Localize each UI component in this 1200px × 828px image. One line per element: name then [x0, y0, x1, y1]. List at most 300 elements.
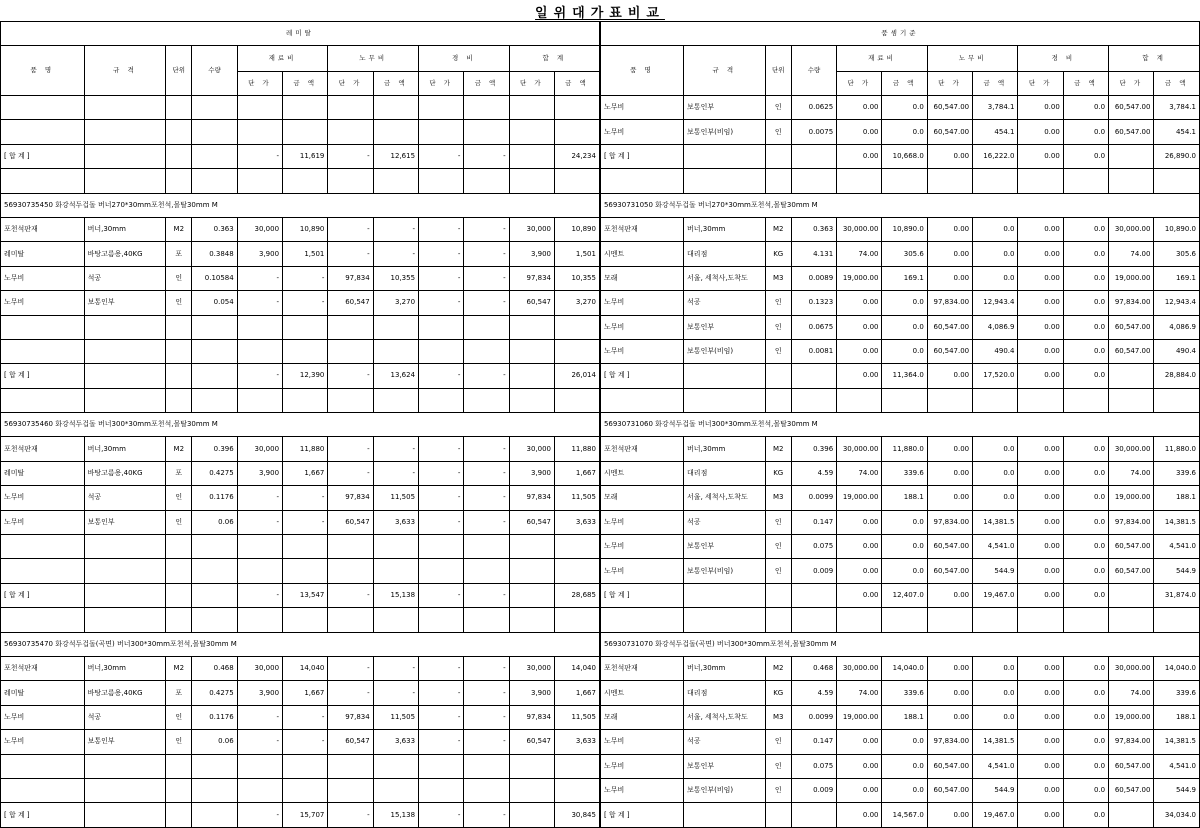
right-total-amount-cell: [1154, 388, 1200, 412]
left-quantity-cell: [192, 778, 237, 802]
left-labor-amount-cell: -: [373, 437, 418, 461]
right-material-amount-cell: 305.6: [882, 242, 927, 266]
left-expense-unit-price-cell: -: [419, 705, 464, 729]
left-quantity-cell: [192, 583, 237, 607]
right-spec-cell: 보통인부: [684, 535, 766, 559]
left-labor-amount-cell: 3,633: [373, 730, 418, 754]
left-material-amount-cell: 10,890: [283, 217, 328, 241]
right-material-unit-price-cell: 19,000.00: [837, 486, 882, 510]
right-material-unit-price-cell: 0.00: [837, 510, 882, 534]
left-labor-unit-price-cell: 60,547: [328, 730, 373, 754]
left-material-unit-price-cell: -: [237, 266, 282, 290]
left-spec-cell: 보통인부: [84, 510, 166, 534]
right-section-title: 56930731070 화강석두겁돌(곡면) 버너300*30mm포천석,몰탈30mm M: [600, 632, 1200, 656]
right-material-amount-cell: 14,567.0: [882, 803, 927, 827]
right-material-amount-cell: 14,040.0: [882, 656, 927, 680]
table-row: [1, 266, 1200, 290]
right-expense-amount-cell: 0.0: [1063, 96, 1108, 120]
left-material-unit-price-cell: -: [237, 705, 282, 729]
left-total-unit-price-cell: [509, 120, 554, 144]
header-unit-price: 단 가: [927, 72, 972, 96]
right-spec-cell: 보통인부(비임): [684, 120, 766, 144]
left-material-amount-cell: 1,501: [283, 242, 328, 266]
right-spec-cell: 보통인부: [684, 96, 766, 120]
right-material-unit-price-cell: 0.00: [837, 754, 882, 778]
left-spec-cell: 버너,30mm: [84, 656, 166, 680]
left-expense-unit-price-cell: -: [419, 242, 464, 266]
left-section-title: 56930735450 화강석두겁돌 버너270*30mm포천석,몰탈30mm M: [1, 193, 600, 217]
left-expense-amount-cell: -: [464, 291, 509, 315]
right-material-amount-cell: [882, 388, 927, 412]
header-amount: 금 액: [882, 72, 927, 96]
left-material-amount-cell: 13,547: [283, 583, 328, 607]
right-total-amount-cell: [1154, 169, 1200, 193]
right-item-name-cell: [ 합 계 ]: [600, 583, 684, 607]
right-spec-cell: 보통인부(비임): [684, 559, 766, 583]
table-row: [1, 705, 1200, 729]
right-labor-amount-cell: 0.0: [973, 656, 1018, 680]
right-total-unit-price-cell: [1109, 608, 1154, 632]
left-material-amount-cell: -: [283, 266, 328, 290]
left-item-name-cell: 노무비: [1, 730, 85, 754]
right-expense-amount-cell: 0.0: [1063, 291, 1108, 315]
left-total-amount-cell: 26,014: [555, 364, 600, 388]
right-unit-cell: 인: [765, 339, 791, 363]
right-expense-unit-price-cell: 0.00: [1018, 96, 1063, 120]
left-section-title: 56930735470 화강석두겁돌(곡면) 버너300*30mm포천석,몰탈30mm M: [1, 632, 600, 656]
right-material-amount-cell: 188.1: [882, 705, 927, 729]
right-labor-unit-price-cell: 0.00: [927, 364, 972, 388]
left-expense-amount-cell: -: [464, 486, 509, 510]
left-expense-amount-cell: [464, 169, 509, 193]
left-quantity-cell: 0.1176: [192, 705, 237, 729]
left-item-name-cell: [1, 315, 85, 339]
right-unit-cell: M2: [765, 437, 791, 461]
left-spec-cell: 바탕고름용,40KG: [84, 242, 166, 266]
left-labor-amount-cell: -: [373, 681, 418, 705]
right-quantity-cell: 0.009: [791, 778, 836, 802]
right-material-amount-cell: 169.1: [882, 266, 927, 290]
left-material-unit-price-cell: -: [237, 486, 282, 510]
left-item-name-cell: 포천석판재: [1, 656, 85, 680]
left-unit-cell: [166, 778, 192, 802]
right-total-amount-cell: 188.1: [1154, 486, 1200, 510]
right-labor-amount-cell: 4,086.9: [973, 315, 1018, 339]
right-total-unit-price-cell: 60,547.00: [1109, 778, 1154, 802]
left-quantity-cell: [192, 535, 237, 559]
right-expense-unit-price-cell: 0.00: [1018, 681, 1063, 705]
right-material-amount-cell: 188.1: [882, 486, 927, 510]
header-expense: 경 비: [1018, 46, 1109, 72]
left-quantity-cell: 0.10584: [192, 266, 237, 290]
right-quantity-cell: 0.147: [791, 730, 836, 754]
left-unit-cell: [166, 96, 192, 120]
left-unit-cell: 포: [166, 242, 192, 266]
right-material-unit-price-cell: 0.00: [837, 144, 882, 168]
left-item-name-cell: 노무비: [1, 510, 85, 534]
table-row: [1, 96, 1200, 120]
right-spec-cell: [684, 803, 766, 827]
right-labor-amount-cell: [973, 388, 1018, 412]
right-total-amount-cell: 544.9: [1154, 559, 1200, 583]
right-unit-cell: 인: [765, 754, 791, 778]
right-item-name-cell: 포천석판재: [600, 656, 684, 680]
left-material-amount-cell: 11,880: [283, 437, 328, 461]
left-expense-unit-price-cell: [419, 778, 464, 802]
right-item-name-cell: 시멘트: [600, 242, 684, 266]
right-labor-amount-cell: 4,541.0: [973, 535, 1018, 559]
header-amount: 금 액: [973, 72, 1018, 96]
table-row: [1, 364, 1200, 388]
left-total-unit-price-cell: 30,000: [509, 437, 554, 461]
right-total-amount-cell: 339.6: [1154, 461, 1200, 485]
right-unit-cell: [765, 608, 791, 632]
right-labor-unit-price-cell: 97,834.00: [927, 730, 972, 754]
right-material-unit-price-cell: [837, 388, 882, 412]
left-quantity-cell: [192, 144, 237, 168]
right-labor-unit-price-cell: 60,547.00: [927, 96, 972, 120]
right-group-header: 품셈기준: [600, 22, 1200, 46]
header-unit-price: 단 가: [1109, 72, 1154, 96]
left-quantity-cell: 0.4275: [192, 681, 237, 705]
right-material-unit-price-cell: 0.00: [837, 803, 882, 827]
left-quantity-cell: 0.363: [192, 217, 237, 241]
header-unit: 단위: [765, 46, 791, 96]
left-quantity-cell: [192, 364, 237, 388]
left-expense-unit-price-cell: [419, 559, 464, 583]
left-material-amount-cell: [283, 315, 328, 339]
left-total-amount-cell: 10,355: [555, 266, 600, 290]
right-item-name-cell: [600, 608, 684, 632]
right-spec-cell: [684, 169, 766, 193]
left-unit-cell: M2: [166, 217, 192, 241]
left-expense-amount-cell: -: [464, 266, 509, 290]
left-material-amount-cell: [283, 608, 328, 632]
left-labor-unit-price-cell: -: [328, 364, 373, 388]
left-unit-cell: [166, 583, 192, 607]
right-total-amount-cell: 34,034.0: [1154, 803, 1200, 827]
left-expense-unit-price-cell: [419, 339, 464, 363]
right-expense-amount-cell: 0.0: [1063, 681, 1108, 705]
left-material-unit-price-cell: 3,900: [237, 461, 282, 485]
right-spec-cell: 서울, 세척사,도착도: [684, 266, 766, 290]
left-spec-cell: [84, 608, 166, 632]
right-labor-unit-price-cell: 0.00: [927, 681, 972, 705]
left-labor-unit-price-cell: 97,834: [328, 266, 373, 290]
left-unit-cell: [166, 364, 192, 388]
right-material-amount-cell: 0.0: [882, 96, 927, 120]
left-unit-cell: M2: [166, 656, 192, 680]
right-expense-amount-cell: 0.0: [1063, 461, 1108, 485]
right-total-amount-cell: 454.1: [1154, 120, 1200, 144]
right-item-name-cell: 시멘트: [600, 681, 684, 705]
right-unit-cell: M2: [765, 217, 791, 241]
table-row: [1, 217, 1200, 241]
left-material-unit-price-cell: [237, 754, 282, 778]
left-total-unit-price-cell: [509, 559, 554, 583]
left-item-name-cell: [ 합 계 ]: [1, 144, 85, 168]
left-labor-amount-cell: 15,138: [373, 803, 418, 827]
left-total-unit-price-cell: [509, 803, 554, 827]
right-item-name-cell: 모래: [600, 705, 684, 729]
left-labor-amount-cell: 3,270: [373, 291, 418, 315]
right-expense-amount-cell: 0.0: [1063, 217, 1108, 241]
right-expense-unit-price-cell: 0.00: [1018, 510, 1063, 534]
left-expense-unit-price-cell: [419, 96, 464, 120]
left-labor-amount-cell: -: [373, 461, 418, 485]
right-expense-unit-price-cell: 0.00: [1018, 583, 1063, 607]
left-total-unit-price-cell: 60,547: [509, 291, 554, 315]
left-spec-cell: 바탕고름용,40KG: [84, 681, 166, 705]
left-expense-unit-price-cell: -: [419, 217, 464, 241]
left-labor-unit-price-cell: -: [328, 144, 373, 168]
right-material-amount-cell: 339.6: [882, 681, 927, 705]
right-total-amount-cell: 490.4: [1154, 339, 1200, 363]
left-quantity-cell: 0.054: [192, 291, 237, 315]
table-row: [1, 559, 1200, 583]
table-row: [1, 778, 1200, 802]
right-item-name-cell: 노무비: [600, 754, 684, 778]
left-item-name-cell: [1, 169, 85, 193]
left-total-amount-cell: [555, 559, 600, 583]
right-quantity-cell: 0.1323: [791, 291, 836, 315]
right-labor-unit-price-cell: 97,834.00: [927, 291, 972, 315]
right-labor-amount-cell: 17,520.0: [973, 364, 1018, 388]
right-unit-cell: 인: [765, 120, 791, 144]
left-labor-amount-cell: [373, 169, 418, 193]
left-labor-unit-price-cell: [328, 754, 373, 778]
right-material-amount-cell: 10,668.0: [882, 144, 927, 168]
right-labor-unit-price-cell: 0.00: [927, 705, 972, 729]
left-item-name-cell: 노무비: [1, 486, 85, 510]
left-spec-cell: [84, 388, 166, 412]
left-labor-unit-price-cell: [328, 315, 373, 339]
left-item-name-cell: [1, 339, 85, 363]
right-total-unit-price-cell: 30,000.00: [1109, 217, 1154, 241]
right-total-unit-price-cell: [1109, 583, 1154, 607]
left-item-name-cell: [1, 120, 85, 144]
left-material-unit-price-cell: [237, 339, 282, 363]
left-expense-amount-cell: [464, 608, 509, 632]
right-expense-unit-price-cell: [1018, 608, 1063, 632]
left-labor-unit-price-cell: 97,834: [328, 486, 373, 510]
left-expense-unit-price-cell: [419, 169, 464, 193]
right-material-unit-price-cell: [837, 169, 882, 193]
right-material-amount-cell: 339.6: [882, 461, 927, 485]
left-group-header: 레미탈: [1, 22, 600, 46]
right-spec-cell: [684, 388, 766, 412]
left-total-amount-cell: 11,505: [555, 705, 600, 729]
left-total-unit-price-cell: [509, 364, 554, 388]
left-spec-cell: [84, 315, 166, 339]
right-unit-cell: [765, 583, 791, 607]
left-item-name-cell: [ 합 계 ]: [1, 803, 85, 827]
header-unit: 단위: [166, 46, 192, 96]
left-material-unit-price-cell: -: [237, 364, 282, 388]
left-material-unit-price-cell: [237, 778, 282, 802]
left-material-amount-cell: 1,667: [283, 461, 328, 485]
right-quantity-cell: [791, 388, 836, 412]
right-expense-unit-price-cell: 0.00: [1018, 291, 1063, 315]
table-row: [1, 315, 1200, 339]
right-spec-cell: 석공: [684, 510, 766, 534]
right-quantity-cell: 0.0625: [791, 96, 836, 120]
left-material-unit-price-cell: -: [237, 583, 282, 607]
left-expense-amount-cell: -: [464, 583, 509, 607]
left-quantity-cell: [192, 803, 237, 827]
left-expense-unit-price-cell: [419, 120, 464, 144]
left-item-name-cell: [1, 388, 85, 412]
right-labor-amount-cell: 3,784.1: [973, 96, 1018, 120]
right-unit-cell: M2: [765, 656, 791, 680]
left-expense-unit-price-cell: -: [419, 730, 464, 754]
right-labor-unit-price-cell: 60,547.00: [927, 535, 972, 559]
right-unit-cell: 인: [765, 315, 791, 339]
right-labor-amount-cell: [973, 608, 1018, 632]
left-material-amount-cell: 1,667: [283, 681, 328, 705]
header-qty: 수량: [791, 46, 836, 96]
left-unit-cell: [166, 315, 192, 339]
right-labor-amount-cell: 14,381.5: [973, 510, 1018, 534]
left-total-amount-cell: 30,845: [555, 803, 600, 827]
left-expense-amount-cell: [464, 559, 509, 583]
right-quantity-cell: 0.075: [791, 535, 836, 559]
right-unit-cell: 인: [765, 730, 791, 754]
right-spec-cell: 대리점: [684, 242, 766, 266]
right-total-unit-price-cell: 74.00: [1109, 242, 1154, 266]
right-unit-cell: [765, 144, 791, 168]
right-labor-unit-price-cell: 0.00: [927, 803, 972, 827]
left-item-name-cell: 노무비: [1, 266, 85, 290]
section-header-row: [1, 413, 1200, 437]
left-labor-unit-price-cell: 60,547: [328, 291, 373, 315]
right-item-name-cell: [ 합 계 ]: [600, 364, 684, 388]
table-row: [1, 120, 1200, 144]
header-expense: 경 비: [419, 46, 510, 72]
left-labor-amount-cell: 11,505: [373, 486, 418, 510]
right-material-unit-price-cell: 19,000.00: [837, 705, 882, 729]
right-total-unit-price-cell: 60,547.00: [1109, 535, 1154, 559]
left-labor-amount-cell: [373, 339, 418, 363]
right-item-name-cell: 모래: [600, 266, 684, 290]
right-total-amount-cell: 28,884.0: [1154, 364, 1200, 388]
right-material-amount-cell: 0.0: [882, 120, 927, 144]
left-material-amount-cell: -: [283, 486, 328, 510]
left-total-amount-cell: 3,633: [555, 730, 600, 754]
right-unit-cell: 인: [765, 535, 791, 559]
right-labor-amount-cell: 0.0: [973, 266, 1018, 290]
right-spec-cell: [684, 364, 766, 388]
right-expense-amount-cell: 0.0: [1063, 583, 1108, 607]
right-spec-cell: 석공: [684, 291, 766, 315]
left-item-name-cell: 포천석판재: [1, 437, 85, 461]
table-row: [1, 144, 1200, 168]
left-expense-unit-price-cell: [419, 535, 464, 559]
right-material-unit-price-cell: 0.00: [837, 364, 882, 388]
right-expense-amount-cell: [1063, 169, 1108, 193]
right-total-amount-cell: 188.1: [1154, 705, 1200, 729]
right-material-unit-price-cell: 19,000.00: [837, 266, 882, 290]
left-expense-amount-cell: -: [464, 656, 509, 680]
left-quantity-cell: [192, 169, 237, 193]
right-material-unit-price-cell: 0.00: [837, 96, 882, 120]
right-total-amount-cell: 4,086.9: [1154, 315, 1200, 339]
left-total-unit-price-cell: [509, 339, 554, 363]
right-expense-amount-cell: 0.0: [1063, 315, 1108, 339]
right-labor-unit-price-cell: 60,547.00: [927, 315, 972, 339]
right-quantity-cell: 0.396: [791, 437, 836, 461]
right-material-unit-price-cell: 0.00: [837, 730, 882, 754]
left-unit-cell: 인: [166, 705, 192, 729]
right-total-unit-price-cell: 19,000.00: [1109, 486, 1154, 510]
left-labor-unit-price-cell: [328, 120, 373, 144]
right-expense-amount-cell: 0.0: [1063, 339, 1108, 363]
right-item-name-cell: 노무비: [600, 535, 684, 559]
right-quantity-cell: 0.0099: [791, 486, 836, 510]
left-expense-amount-cell: -: [464, 461, 509, 485]
left-material-amount-cell: -: [283, 705, 328, 729]
right-total-unit-price-cell: 19,000.00: [1109, 266, 1154, 290]
table-row: [1, 656, 1200, 680]
right-spec-cell: 보통인부(비임): [684, 339, 766, 363]
right-material-unit-price-cell: 0.00: [837, 120, 882, 144]
left-total-amount-cell: [555, 754, 600, 778]
right-expense-amount-cell: 0.0: [1063, 242, 1108, 266]
right-section-title: 56930731050 화강석두겁돌 버너270*30mm포천석,몰탈30mm M: [600, 193, 1200, 217]
left-material-amount-cell: [283, 339, 328, 363]
left-expense-amount-cell: -: [464, 242, 509, 266]
right-total-amount-cell: 14,381.5: [1154, 730, 1200, 754]
left-total-amount-cell: [555, 388, 600, 412]
left-spec-cell: [84, 535, 166, 559]
right-total-unit-price-cell: [1109, 803, 1154, 827]
left-labor-amount-cell: [373, 120, 418, 144]
table-row: [1, 754, 1200, 778]
right-expense-unit-price-cell: 0.00: [1018, 217, 1063, 241]
right-total-unit-price-cell: 97,834.00: [1109, 730, 1154, 754]
right-expense-unit-price-cell: 0.00: [1018, 754, 1063, 778]
table-row: [1, 291, 1200, 315]
left-labor-amount-cell: 10,355: [373, 266, 418, 290]
left-expense-amount-cell: -: [464, 364, 509, 388]
left-spec-cell: 보통인부: [84, 730, 166, 754]
left-material-amount-cell: -: [283, 510, 328, 534]
right-total-unit-price-cell: 60,547.00: [1109, 315, 1154, 339]
left-expense-unit-price-cell: -: [419, 510, 464, 534]
right-total-unit-price-cell: 60,547.00: [1109, 754, 1154, 778]
right-labor-unit-price-cell: 97,834.00: [927, 510, 972, 534]
left-expense-unit-price-cell: -: [419, 291, 464, 315]
left-expense-amount-cell: [464, 315, 509, 339]
right-expense-unit-price-cell: 0.00: [1018, 535, 1063, 559]
left-material-amount-cell: 12,390: [283, 364, 328, 388]
left-labor-amount-cell: [373, 535, 418, 559]
right-labor-unit-price-cell: [927, 388, 972, 412]
right-expense-amount-cell: 0.0: [1063, 510, 1108, 534]
left-expense-amount-cell: -: [464, 144, 509, 168]
right-expense-amount-cell: 0.0: [1063, 364, 1108, 388]
right-quantity-cell: 0.0675: [791, 315, 836, 339]
right-spec-cell: 보통인부: [684, 754, 766, 778]
left-labor-amount-cell: [373, 96, 418, 120]
right-labor-unit-price-cell: 60,547.00: [927, 120, 972, 144]
header-unit-price: 단 가: [237, 72, 282, 96]
header-item: 품 명: [1, 46, 85, 96]
left-material-unit-price-cell: [237, 608, 282, 632]
right-expense-unit-price-cell: 0.00: [1018, 144, 1063, 168]
left-labor-unit-price-cell: 60,547: [328, 510, 373, 534]
left-material-unit-price-cell: 3,900: [237, 681, 282, 705]
